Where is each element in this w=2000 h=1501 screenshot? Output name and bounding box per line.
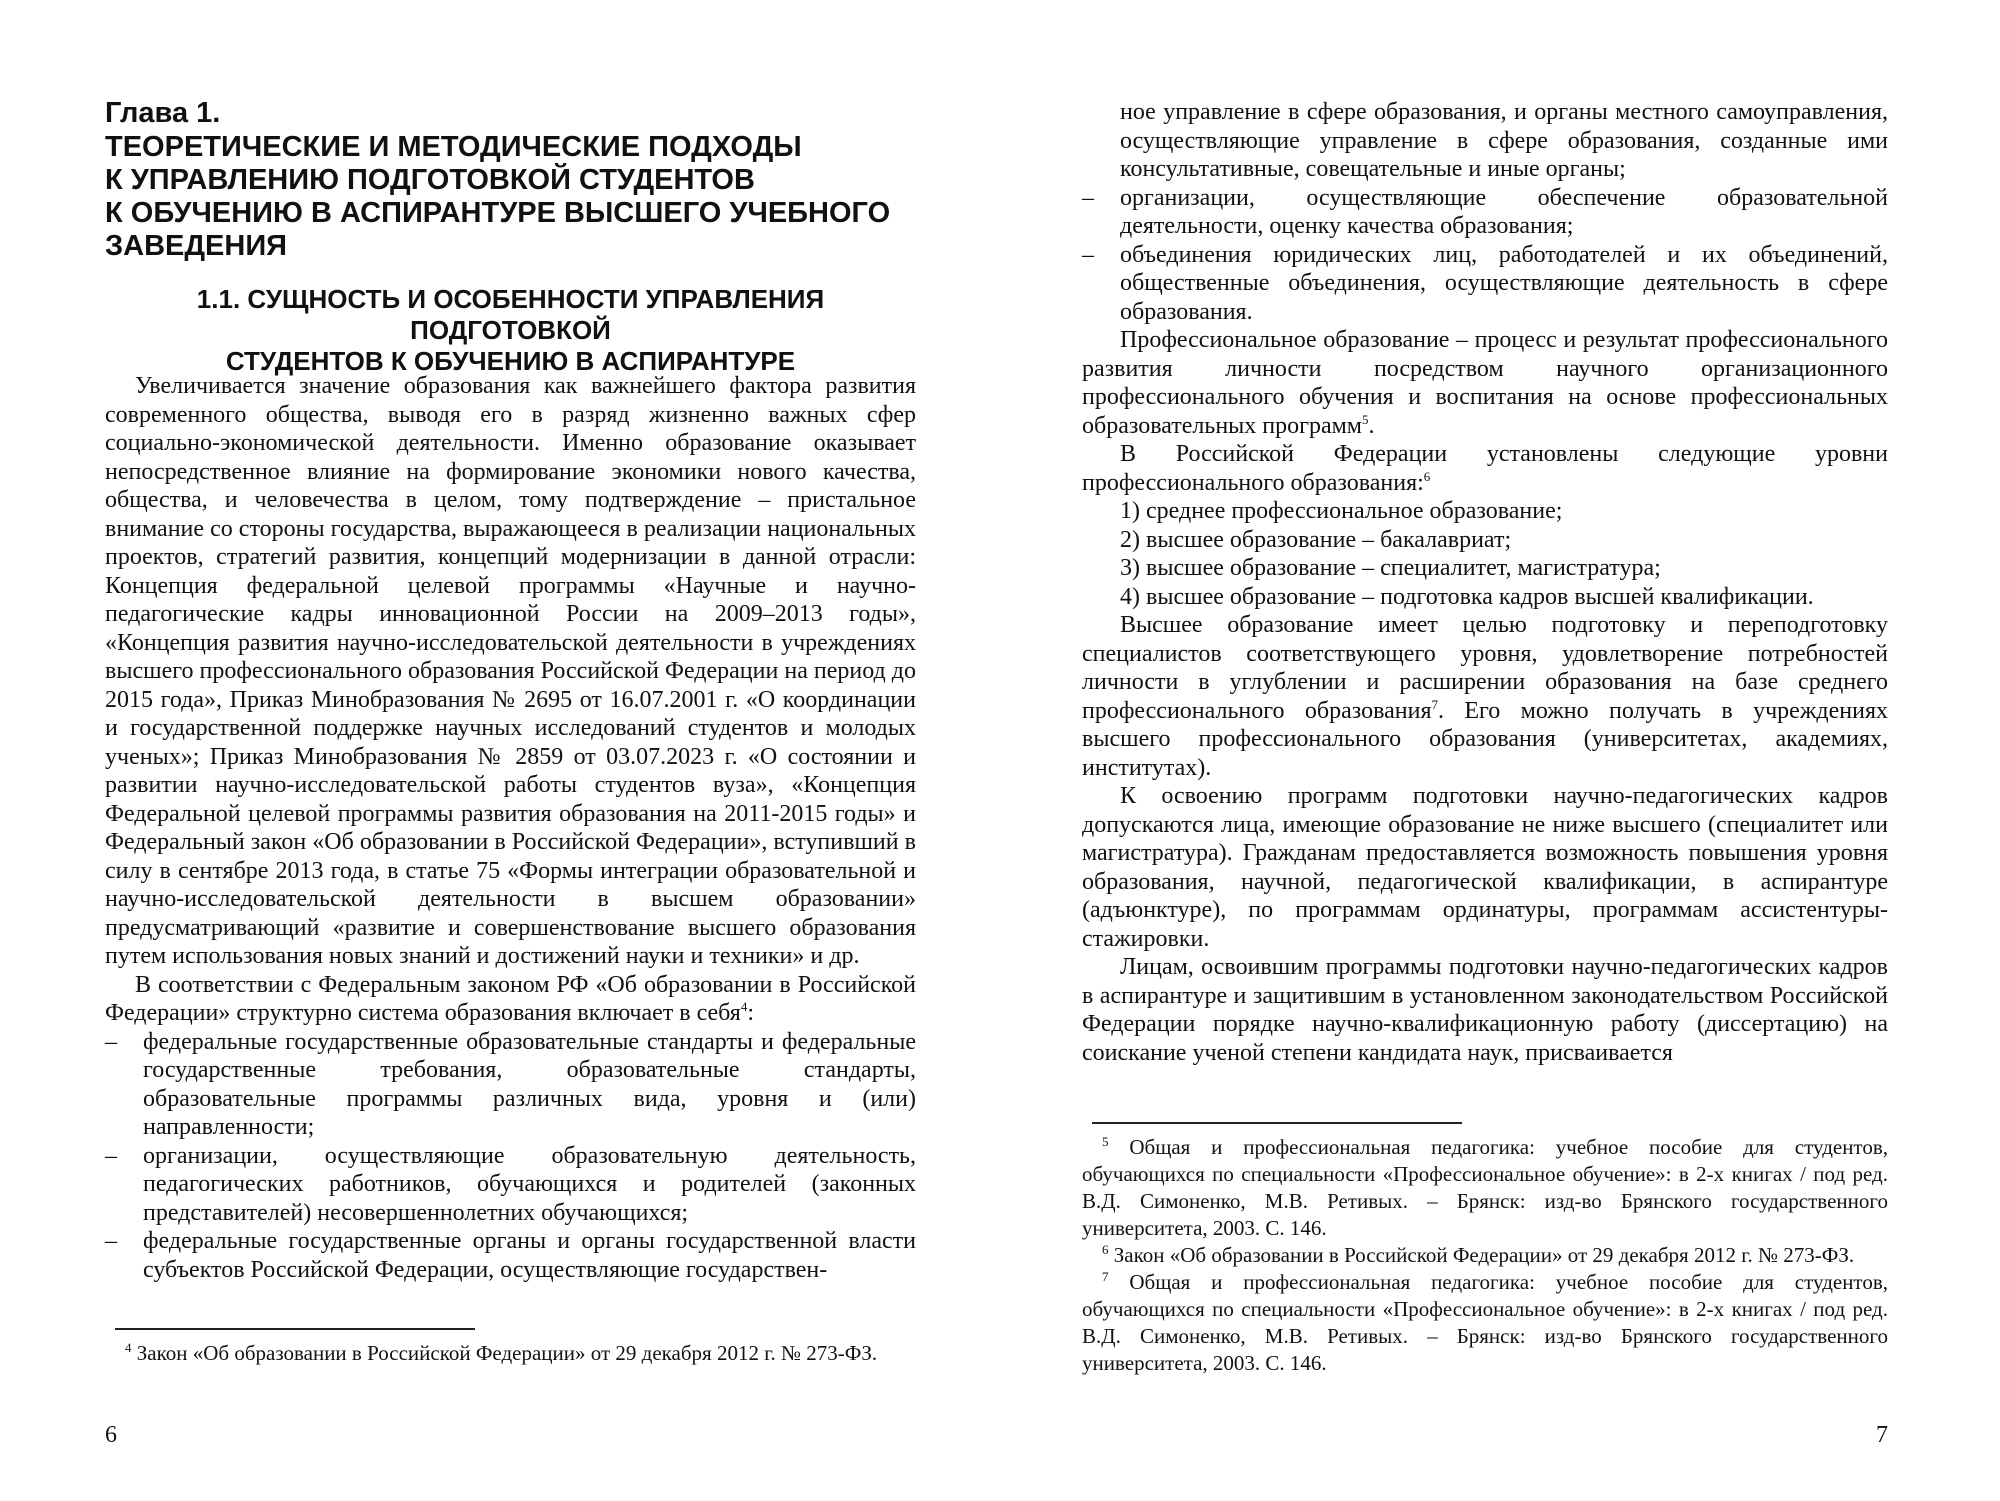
section-title bbox=[105, 284, 916, 377]
footnote bbox=[1082, 1242, 1888, 1269]
dash-item-text: федеральные государственные органы и органы государственной власти субъектов Российской Федерации, осуществляющие государствен- bbox=[143, 1228, 916, 1283]
footnote bbox=[105, 1340, 916, 1367]
chapter-number: Глава 1. bbox=[105, 97, 221, 129]
footnote-divider bbox=[1092, 1122, 1462, 1124]
footnote-text: Закон «Об образовании в Российской Федерации» от 29 декабря 2012 г. № 273-ФЗ. bbox=[1113, 1243, 1855, 1267]
section-title-line: СТУДЕНТОВ К ОБУЧЕНИЮ В АСПИРАНТУРЕ bbox=[225, 346, 796, 376]
page-number: 6 bbox=[105, 1422, 117, 1448]
footnote-ref: 6 bbox=[1423, 468, 1431, 484]
dash-item-text: федеральные государственные образовательные стандарты и федеральные государственные требования, образовательные стандарты, образовательные программы различных вида, уровня и (или) направленности; bbox=[143, 1028, 916, 1140]
paragraph-text: В Российской Федерации установлены следующие уровни профессионального образования: bbox=[1082, 441, 1888, 496]
footnote-number: 7 bbox=[1102, 1269, 1109, 1284]
paragraph-text: В соответствии с Федеральным законом РФ «Об образовании в Российской Федерации» структурно система образования включает в себя bbox=[105, 971, 916, 1026]
footnotes bbox=[1082, 1134, 1888, 1377]
level-item: 1) среднее профессиональное образование; bbox=[1120, 498, 1563, 524]
dash-marker: – bbox=[105, 1228, 117, 1254]
page-number: 7 bbox=[1876, 1422, 1888, 1448]
dash-marker: – bbox=[1082, 241, 1094, 268]
level-item: 4) высшее образование – подготовка кадров высшей квалификации. bbox=[1120, 583, 1814, 610]
right-page bbox=[1082, 0, 1888, 1501]
level-item: 3) высшее образование – специалитет, магистратура; bbox=[1120, 555, 1661, 581]
paragraph-text-end: : bbox=[747, 1000, 754, 1026]
paragraph bbox=[1082, 326, 1888, 440]
dash-marker: – bbox=[105, 1028, 117, 1055]
paragraph: К освоению программ подготовки научно-педагогических кадров допускаются лица, имеющие образование не ниже высшего (специалитет или магистратура). Гражданам предоставляется возможность повышения уровня образования, научной, педагогической квалификации, в аспирантуре (адъюнктуре), по программам ординатуры, программам ассистентуры-стажировки. bbox=[1082, 783, 1888, 952]
left-body bbox=[105, 372, 916, 1284]
paragraph-text: Профессиональное образование – процесс и результат профессионального развития личности посредством научного организационного профессионального обучения и воспитания на основе профессиональных образовательных программ bbox=[1082, 327, 1888, 439]
left-page bbox=[105, 0, 916, 1501]
footnote-divider bbox=[115, 1328, 475, 1330]
chapter-title-line: ЗАВЕДЕНИЯ bbox=[105, 230, 288, 262]
chapter-title bbox=[105, 131, 916, 263]
footnote-number: 4 bbox=[125, 1340, 132, 1355]
chapter-title-line: ТЕОРЕТИЧЕСКИЕ И МЕТОДИЧЕСКИЕ ПОДХОДЫ bbox=[105, 131, 802, 163]
footnote-ref: 5 bbox=[1362, 411, 1369, 427]
footnote-ref: 4 bbox=[740, 999, 748, 1014]
footnote bbox=[1082, 1269, 1888, 1377]
footnote-text: Общая и профессиональная педагогика: учебное пособие для студентов, обучающихся по специальности «Профессиональное обучение»: в 2-х книгах / под ред. В.Д. Симоненко, М.В. Ретивых. – Брянск: изд-во Брянского государственного университета, 2003. С. 146. bbox=[1082, 1135, 1889, 1240]
dash-item-text: организации, осуществляющие обеспечение образовательной деятельности, оценку качества образования; bbox=[1120, 184, 1888, 239]
dash-item-text: объединения юридических лиц, работодателей и их объединений, общественные объединения, осуществляющие деятельность в сфере образования. bbox=[1120, 241, 1888, 325]
paragraph-text: . Его можно получать в учреждениях высшего профессионального образования (университетах, академиях, институтах). bbox=[1082, 697, 1889, 781]
footnote-text: Общая и профессиональная педагогика: учебное пособие для студентов, обучающихся по специальности «Профессиональное обучение»: в 2-х книгах / под ред. В.Д. Симоненко, М.В. Ретивых. – Брянск: изд-во Брянского государственного университета, 2003. С. 146. bbox=[1082, 1270, 1889, 1375]
footnote bbox=[1082, 1134, 1888, 1242]
dash-marker: – bbox=[1082, 184, 1094, 211]
section-title-line: 1.1. СУЩНОСТЬ И ОСОБЕННОСТИ УПРАВЛЕНИЯ ПОДГОТОВКОЙ bbox=[196, 284, 825, 345]
dash-list-item bbox=[1082, 184, 1888, 241]
continuation-text: ное управление в сфере образования, и органы местного самоуправления, осуществляющие управление в сфере образования, созданные ими консультативные, совещательные и иные органы; bbox=[1120, 99, 1888, 182]
chapter-title-line: К ОБУЧЕНИЮ В АСПИРАНТУРЕ ВЫСШЕГО УЧЕБНОГО bbox=[105, 197, 891, 229]
dash-item-text: организации, осуществляющие образовательную деятельность, педагогических работников, обучающихся и родителей (законных представителей) несовершеннолетних обучающихся; bbox=[143, 1142, 916, 1226]
paragraph: Увеличивается значение образования как важнейшего фактора развития современного общества, выводя его в разряд жизненно важных сфер социально-экономической деятельности. Именно образование оказывает непосредственное влияние на формирование экономики нового качества, общества, и человечества в целом, тому подтверждение – пристальное внимание со стороны государства, выражающееся в реализации национальных проектов, стратегий развития, концепций модернизации в данной отрасли: Концепция федеральной целевой программы «Научные и научно-педагогические кадры инновационной России на 2009–2013 годы», «Концепция развития научно-исследовательской деятельности в учреждениях высшего профессионального образования Российской Федерации на период до 2015 года», Приказ Минобразования № 2695 от 16.07.2001 г. «О координации и государственной поддержке научных исследований студентов и молодых ученых»; Приказ Минобразования № 2859 от 03.07.2023 г. «О состоянии и развитии научно-исследовательской работы студентов вуза», «Концепция Федеральной целевой программы развития образования на 2011-2015 годы» и Федеральный закон «Об образовании в Российской Федерации», вступивший в силу в сентябре 2013 года, в статье 75 «Формы интеграции образовательной и научно-исследовательской деятельности в высшем образовании» предусматривающий «развитие и совершенствование высшего образования путем использования новых знаний и достижений науки и техники» и др. bbox=[105, 373, 916, 969]
footnote-number: 5 bbox=[1102, 1134, 1109, 1149]
level-list bbox=[1082, 497, 1888, 611]
footnote-ref: 7 bbox=[1431, 696, 1438, 712]
paragraph bbox=[105, 971, 916, 1028]
footnote-text: Закон «Об образовании в Российской Федерации» от 29 декабря 2012 г. № 273-ФЗ. bbox=[136, 1341, 878, 1365]
chapter-title-line: К УПРАВЛЕНИЮ ПОДГОТОВКОЙ СТУДЕНТОВ bbox=[105, 164, 755, 196]
right-body bbox=[1082, 98, 1888, 1067]
dash-list-item bbox=[1082, 241, 1888, 327]
paragraph: Лицам, освоившим программы подготовки научно-педагогических кадров в аспирантуре и защитившим в установленном законодательством Российской Федерации порядке научно-квалификационную работу (диссертацию) на соискание ученой степени кандидата наук, присваивается bbox=[1082, 954, 1888, 1066]
dash-marker: – bbox=[105, 1142, 117, 1169]
dash-list-item bbox=[105, 1227, 916, 1284]
paragraph bbox=[1082, 611, 1888, 782]
paragraph bbox=[1082, 440, 1888, 497]
paragraph-text: Высшее образование имеет целью подготовку и переподготовку специалистов соответствующего уровня, удовлетворение потребностей личности в углублении и расширении образования на базе среднего профессионального образования bbox=[1082, 612, 1888, 724]
level-item: 2) высшее образование – бакалавриат; bbox=[1120, 526, 1512, 553]
paragraph-text-end: . bbox=[1368, 412, 1375, 439]
dash-list-item bbox=[105, 1028, 916, 1142]
dash-list-item bbox=[105, 1142, 916, 1228]
footnote-number: 6 bbox=[1102, 1242, 1109, 1257]
